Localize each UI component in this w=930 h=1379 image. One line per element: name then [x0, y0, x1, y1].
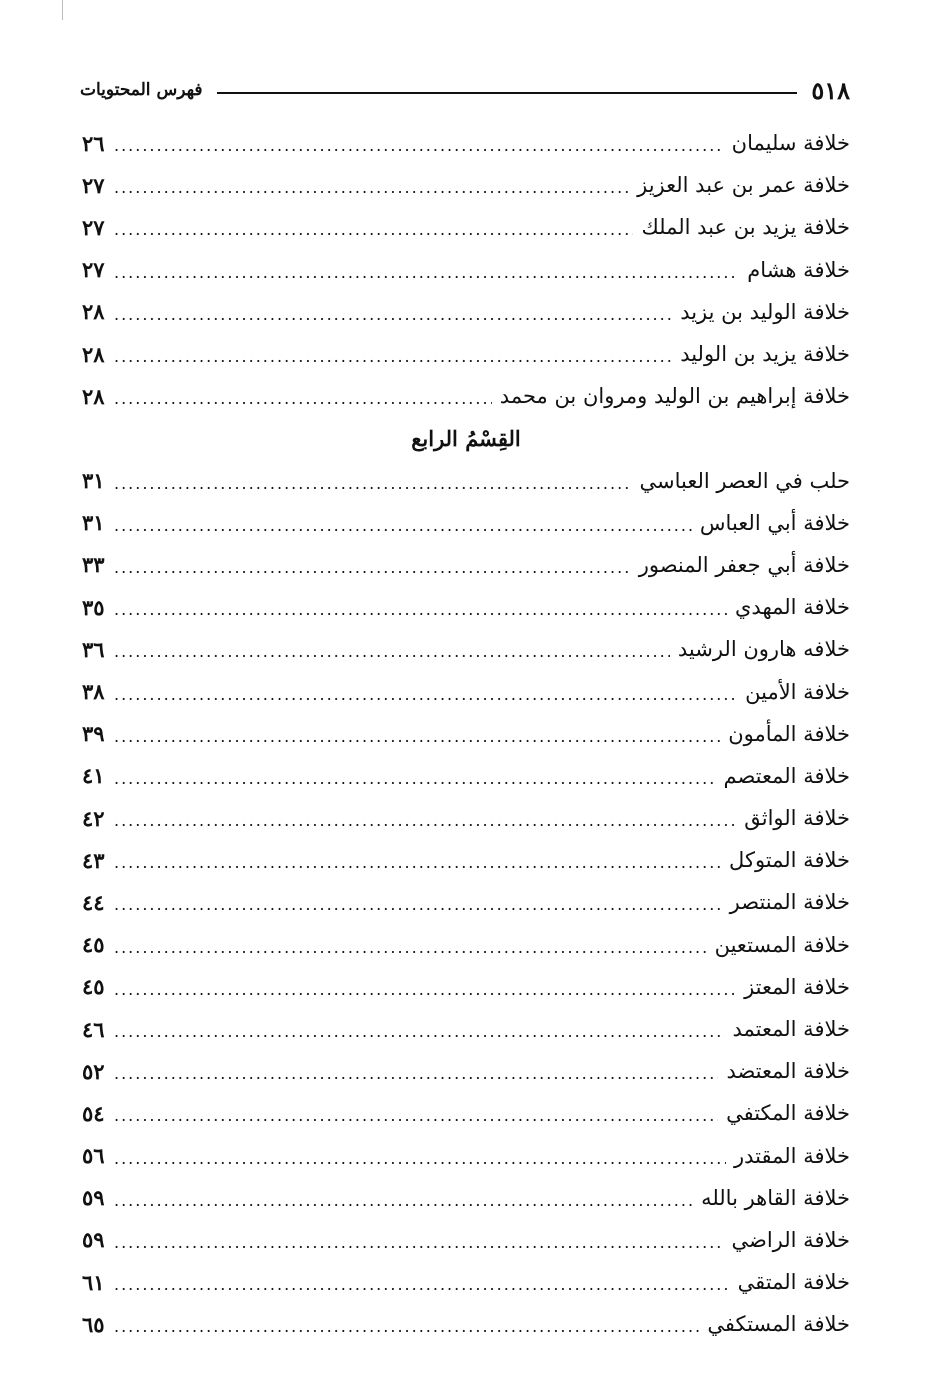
toc-entry-page: ٢٧	[82, 214, 105, 240]
toc-entry-title: خلافة المعتصم	[723, 763, 850, 788]
toc-entry-page: ٤٥	[82, 932, 105, 958]
toc-entry-title: خلافة يزيد بن الوليد	[680, 342, 850, 367]
toc-entry-page: ٢٧	[82, 172, 105, 198]
toc-entry-page: ٥٦	[82, 1143, 105, 1169]
toc-entry	[82, 544, 850, 586]
toc-entry-page: ٤٥	[82, 974, 105, 1000]
toc-entry	[82, 797, 850, 839]
toc-entry	[82, 291, 850, 333]
toc-entry-title: خلافه هارون الرشيد	[677, 637, 850, 662]
page-number: ٥١٨	[811, 75, 850, 105]
section-heading: القِسْمُ الرابع	[411, 425, 521, 451]
toc-entry-title: خلافة المنتصر	[729, 890, 850, 915]
running-title: فهرس المحتويات	[80, 80, 203, 100]
dot-leader	[114, 934, 707, 956]
toc-entry-title: خلافة المعتمد	[732, 1017, 850, 1042]
dot-leader	[114, 1145, 726, 1167]
dot-leader	[114, 554, 631, 576]
toc-entry-page: ٥٤	[82, 1100, 105, 1126]
toc-entry-title: خلافة الأمين	[745, 679, 850, 704]
toc-entry-page: ٥٢	[82, 1058, 105, 1084]
toc-entry-page: ٥٩	[82, 1227, 105, 1253]
toc-entry-page: ٣٨	[82, 679, 105, 705]
dot-leader	[114, 1187, 693, 1209]
dot-leader	[114, 807, 736, 829]
toc-entry	[82, 249, 850, 291]
toc-entry-page: ٣١	[82, 510, 105, 536]
toc-entry	[82, 460, 850, 502]
toc-entry-title: خلافة المكتفي	[726, 1101, 850, 1126]
toc-entry	[82, 333, 850, 375]
dot-leader	[114, 681, 737, 703]
toc-entry-page: ٢٨	[82, 299, 105, 325]
toc-entry-page: ٣١	[82, 468, 105, 494]
page-header	[80, 70, 850, 110]
toc-entry-title: خلافة هشام	[747, 257, 850, 282]
toc-entry-title: حلب في العصر العباسي	[639, 468, 850, 493]
toc-entry-page: ٢٦	[82, 130, 105, 156]
toc-entry-page: ٣٦	[82, 636, 105, 662]
toc-entry-title: خلافة القاهر بالله	[701, 1185, 850, 1210]
dot-leader	[114, 132, 724, 154]
dot-leader	[114, 385, 492, 407]
toc-entry-title: خلافة أبي جعفر المنصور	[638, 552, 850, 577]
dot-leader	[114, 1018, 725, 1040]
dot-leader	[114, 891, 722, 913]
toc-entry	[82, 1177, 850, 1219]
toc-entry-title: خلافة الراضي	[731, 1227, 850, 1252]
toc-entry	[82, 628, 850, 670]
toc-entry-page: ٤٦	[82, 1016, 105, 1042]
toc-entry-page: ٣٩	[82, 721, 105, 747]
toc-entry-title: خلافة المعتز	[744, 974, 850, 999]
dot-leader	[114, 976, 736, 998]
toc-entry-page: ٢٨	[82, 383, 105, 409]
toc-entry	[82, 1050, 850, 1092]
toc-entry-page: ٦٥	[82, 1311, 105, 1337]
dot-leader	[114, 1102, 718, 1124]
toc-entry-page: ٥٩	[82, 1185, 105, 1211]
dot-leader	[114, 216, 633, 238]
toc-entry-title: خلافة يزيد بن عبد الملك	[641, 215, 850, 240]
toc-entry	[82, 586, 850, 628]
toc-entry-title: خلافة المقتدر	[734, 1143, 850, 1168]
dot-leader	[114, 849, 721, 871]
toc-entry	[82, 206, 850, 248]
toc-entry	[82, 966, 850, 1008]
toc-entry-title: خلافة عمر بن عبد العزيز	[637, 173, 850, 198]
toc-entry-page: ٤١	[82, 763, 105, 789]
dot-leader	[114, 1060, 718, 1082]
toc-entry	[82, 164, 850, 206]
toc-entry-title: خلافة المستكفي	[707, 1312, 850, 1337]
dot-leader	[114, 470, 632, 492]
dot-leader	[114, 512, 692, 534]
toc-entry-page: ٤٣	[82, 847, 105, 873]
toc-entry-page: ٤٤	[82, 889, 105, 915]
dot-leader	[114, 596, 727, 618]
dot-leader	[114, 1313, 699, 1335]
dot-leader	[114, 174, 629, 196]
toc-entry-page: ٣٣	[82, 552, 105, 578]
dot-leader	[114, 343, 672, 365]
table-of-contents	[82, 122, 850, 1345]
toc-entry-title: خلافة المستعين	[714, 932, 850, 957]
toc-entry	[82, 839, 850, 881]
dot-leader	[114, 723, 720, 745]
dot-leader	[114, 301, 672, 323]
toc-entry-title: خلافة إبراهيم بن الوليد ومروان بن محمد	[499, 384, 850, 409]
header-rule	[217, 92, 798, 94]
toc-entry	[82, 122, 850, 164]
toc-entry-title: خلافة المتقي	[737, 1270, 850, 1295]
dot-leader	[114, 1271, 730, 1293]
toc-entry-title: خلافة الواثق	[744, 806, 850, 831]
margin-mark	[62, 0, 63, 20]
toc-entry-page: ٢٨	[82, 341, 105, 367]
toc-entry-title: خلافة المأمون	[728, 721, 850, 746]
toc-entry	[82, 375, 850, 417]
toc-entry	[82, 502, 850, 544]
toc-entry	[82, 1219, 850, 1261]
toc-entry	[82, 1092, 850, 1134]
toc-entry-title: خلافة الوليد بن يزيد	[680, 299, 850, 324]
toc-entry	[82, 1261, 850, 1303]
toc-entry	[82, 1135, 850, 1177]
dot-leader	[114, 765, 715, 787]
toc-entry-page: ٦١	[82, 1269, 105, 1295]
toc-entry-title: خلافة المهدي	[735, 595, 850, 620]
toc-entry-title: خلافة أبي العباس	[699, 510, 850, 535]
dot-leader	[114, 259, 739, 281]
toc-entry	[82, 924, 850, 966]
toc-entry	[82, 755, 850, 797]
toc-entry-page: ٣٥	[82, 594, 105, 620]
toc-entry	[82, 881, 850, 923]
dot-leader	[114, 638, 670, 660]
toc-entry	[82, 713, 850, 755]
toc-entry-page: ٤٢	[82, 805, 105, 831]
toc-entry-title: خلافة سليمان	[731, 131, 850, 156]
toc-entry-page: ٢٧	[82, 257, 105, 283]
toc-entry	[82, 1303, 850, 1345]
toc-entry	[82, 1008, 850, 1050]
dot-leader	[114, 1229, 724, 1251]
toc-entry-title: خلافة المتوكل	[729, 848, 850, 873]
toc-entry-title: خلافة المعتضد	[726, 1059, 850, 1084]
toc-entry	[82, 670, 850, 712]
